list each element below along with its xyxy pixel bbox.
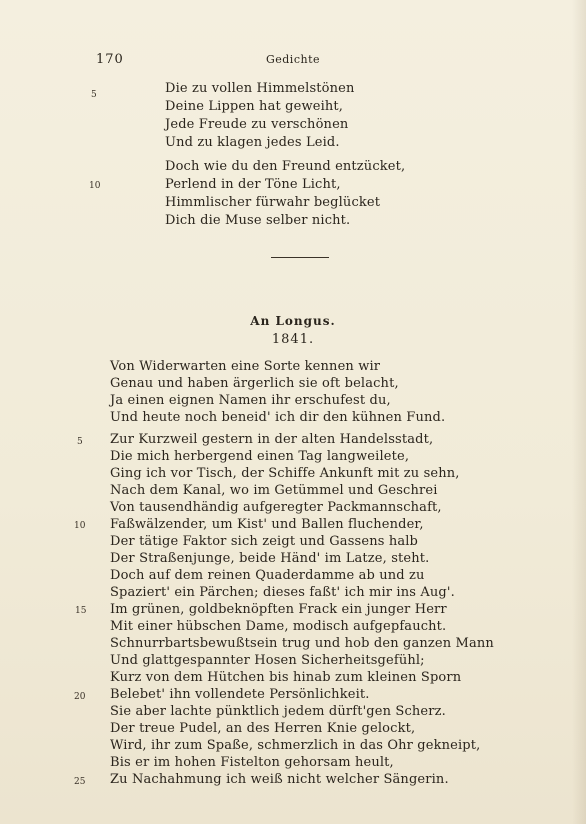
verse-line: Perlend in der Töne Licht, (165, 177, 341, 192)
verse-line: Spaziert' ein Pärchen; dieses faßt' ich mir ins Aug'. (110, 585, 455, 600)
verse-line: Jede Freude zu verschönen (165, 117, 349, 132)
verse-line: Die mich herbergend einen Tag langweilete, (110, 449, 410, 464)
line-number: 5 (91, 90, 97, 100)
verse-line: Ging ich vor Tisch, der Schiffe Ankunft mit zu sehn, (110, 466, 460, 481)
poem-title: An Longus. (250, 314, 336, 328)
line-number: 15 (75, 606, 87, 616)
poem-year: 1841. (271, 332, 315, 347)
verse-line: Und zu klagen jedes Leid. (165, 135, 340, 150)
line-number: 10 (74, 521, 86, 531)
verse-line: Sie aber lachte pünktlich jedem dürft'gen Scherz. (110, 704, 446, 719)
verse-line: Und heute noch beneid' ich dir den kühnen Fund. (110, 410, 446, 425)
line-number: 10 (89, 181, 101, 191)
line-number: 25 (74, 777, 86, 787)
verse-line: Der tätige Faktor sich zeigt und Gassens halb (110, 534, 419, 549)
verse-line: Wird, ihr zum Spaße, schmerzlich in das Ohr gekneipt, (110, 738, 481, 753)
verse-line: Zur Kurzweil gestern in der alten Handelsstadt, (110, 432, 434, 447)
verse-line: Doch wie du den Freund entzücket, (165, 159, 406, 174)
verse-line: Und glattgespannter Hosen Sicherheitsgefühl; (110, 653, 425, 668)
running-title: Gedichte (265, 53, 321, 66)
verse-line: Ja einen eignen Namen ihr erschufest du, (110, 393, 391, 408)
verse-line: Genau und haben ärgerlich sie oft belacht, (110, 376, 399, 391)
line-number: 20 (74, 692, 86, 702)
verse-line: Faßwälzender, um Kist' und Ballen fluchender, (110, 517, 424, 532)
verse-line: Der Straßenjunge, beide Händ' im Latze, steht. (110, 551, 430, 566)
verse-line: Schnurrbartsbewußtsein trug und hob den ganzen Mann (110, 636, 494, 651)
verse-line: Von tausendhändig aufgeregter Packmannschaft, (110, 500, 442, 515)
verse-line: Belebet' ihn vollendete Persönlichkeit. (110, 687, 370, 702)
verse-line: Doch auf dem reinen Quaderdamme ab und zu (110, 568, 425, 583)
verse-line: Im grünen, goldbeknöpften Frack ein junger Herr (110, 602, 447, 617)
verse-line: Bis er im hohen Fistelton gehorsam heult, (110, 755, 394, 770)
page-number: 170 (96, 52, 124, 67)
verse-line: Nach dem Kanal, wo im Getümmel und Geschrei (110, 483, 438, 498)
verse-line: Deine Lippen hat geweiht, (165, 99, 344, 114)
verse-line: Himmlischer fürwahr beglücket (165, 195, 381, 210)
verse-line: Kurz von dem Hütchen bis hinab zum kleinen Sporn (110, 670, 462, 685)
section-divider (271, 257, 329, 258)
verse-line: Die zu vollen Himmelstönen (165, 81, 355, 96)
page-header (0, 52, 586, 72)
page-edge-shadow (572, 0, 586, 824)
verse-line: Dich die Muse selber nicht. (165, 213, 351, 228)
line-number: 5 (77, 437, 83, 447)
verse-line: Von Widerwarten eine Sorte kennen wir (110, 359, 381, 374)
verse-line: Mit einer hübschen Dame, modisch aufgepfaucht. (110, 619, 447, 634)
verse-line: Der treue Pudel, an des Herren Knie gelockt, (110, 721, 416, 736)
verse-line: Zu Nachahmung ich weiß nicht welcher Sängerin. (110, 772, 449, 787)
